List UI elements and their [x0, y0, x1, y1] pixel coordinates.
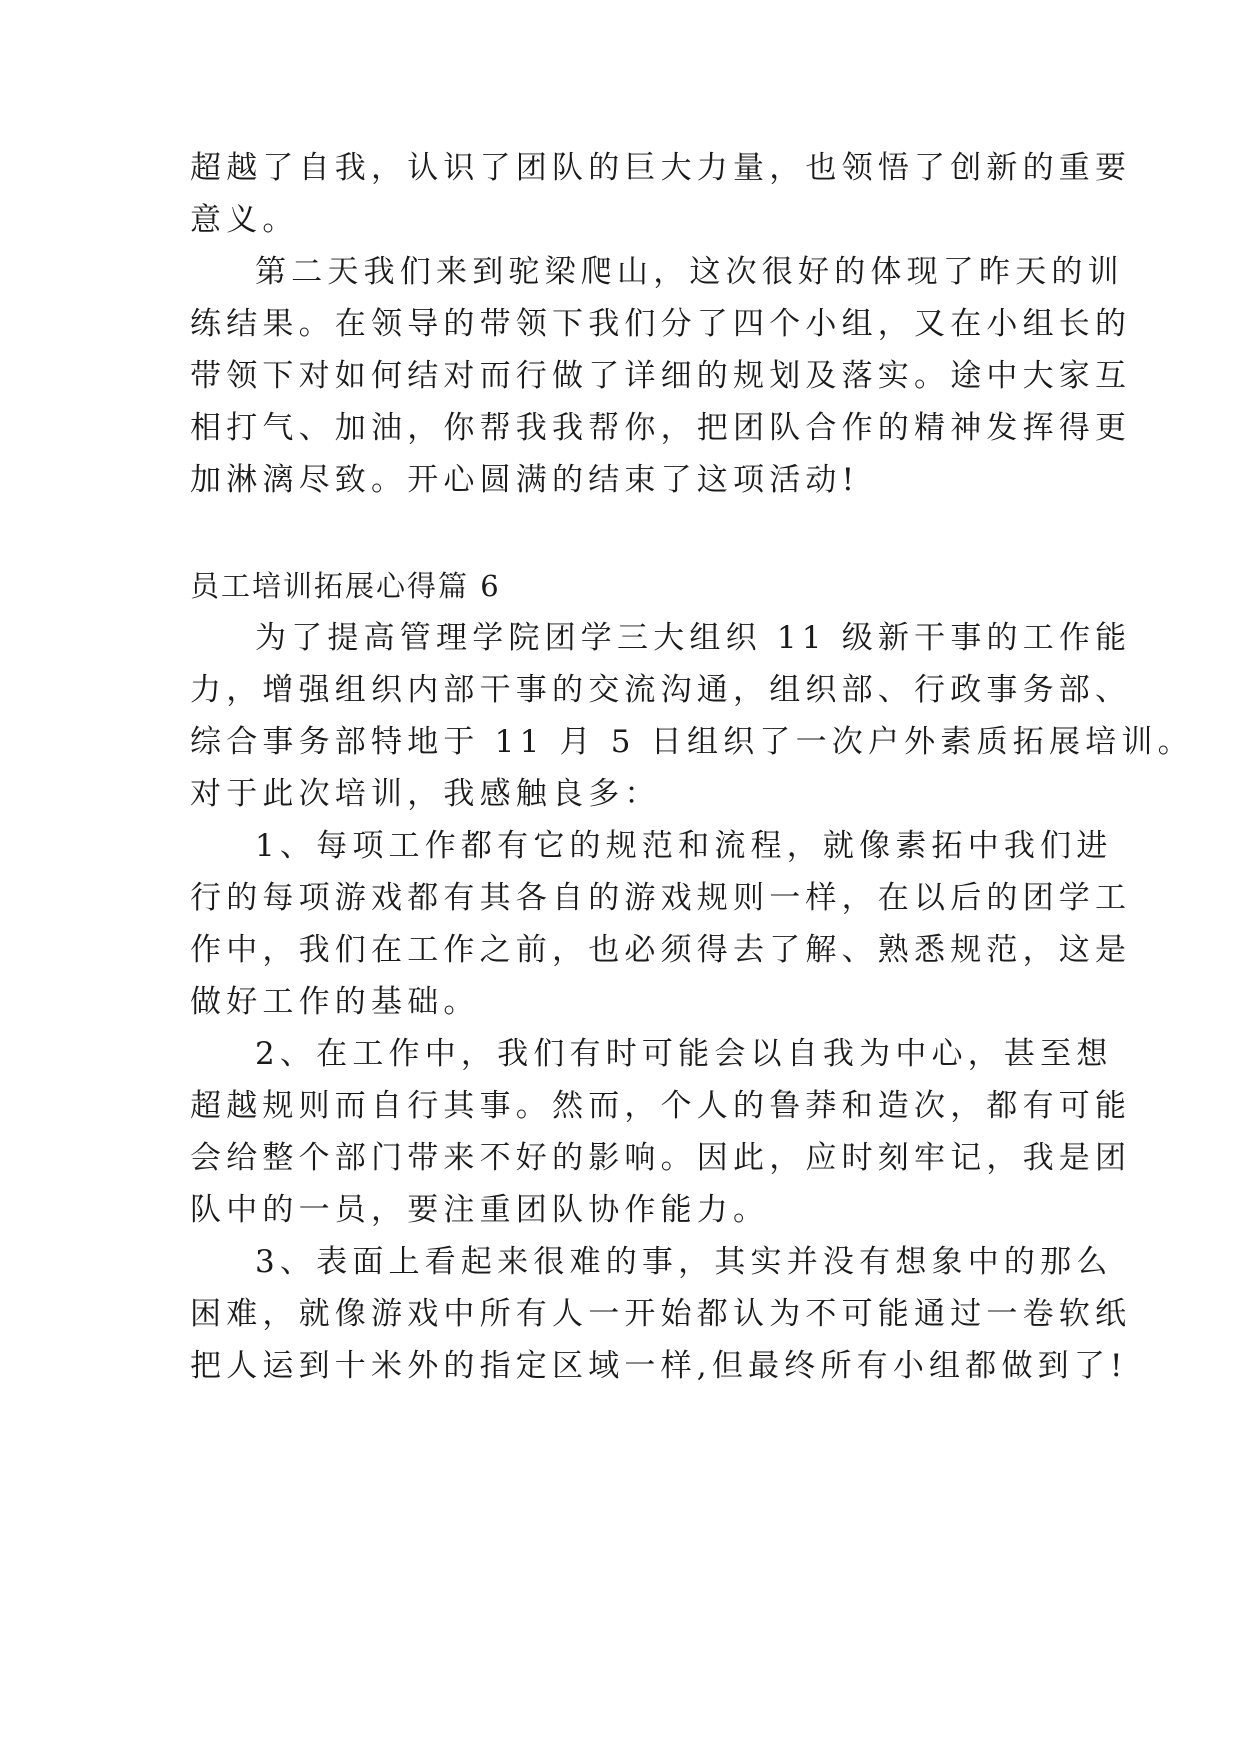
text-line: 综合事务部特地于 11 月 5 日组织了一次户外素质拓展培训。	[190, 724, 1194, 760]
text-line: 队中的一员，要注重团队协作能力。	[190, 1192, 770, 1228]
text-line: 对于此次培训，我感触良多：	[190, 776, 661, 812]
text-line: 意义。	[190, 202, 299, 238]
text-line: 超越了自我，认识了团队的巨大力量，也领悟了创新的重要	[190, 150, 1132, 186]
text-line: 练结果。在领导的带领下我们分了四个小组，又在小组长的	[190, 306, 1132, 342]
paragraph-start-line: 2、在工作中，我们有时可能会以自我为中心，甚至想	[255, 1036, 1113, 1072]
paragraph-start-line: 1、每项工作都有它的规范和流程，就像素拓中我们进	[255, 828, 1113, 864]
section-heading: 员工培训拓展心得篇 6	[190, 569, 501, 603]
text-line: 把人运到十米外的指定区域一样,但最终所有小组都做到了!	[190, 1348, 1128, 1384]
text-line: 力，增强组织内部干事的交流沟通，组织部、行政事务部、	[190, 672, 1132, 708]
text-line: 作中，我们在工作之前，也必须得去了解、熟悉规范，这是	[190, 932, 1132, 968]
paragraph-start-line: 3、表面上看起来很难的事，其实并没有想象中的那么	[255, 1244, 1113, 1280]
text-line: 行的每项游戏都有其各自的游戏规则一样，在以后的团学工	[190, 880, 1132, 916]
paragraph-start-line: 为了提高管理学院团学三大组织 11 级新干事的工作能	[255, 620, 1132, 656]
text-line: 带领下对如何结对而行做了详细的规划及落实。途中大家互	[190, 358, 1132, 394]
text-line: 做好工作的基础。	[190, 984, 480, 1020]
text-line: 加淋漓尽致。开心圆满的结束了这项活动!	[190, 462, 860, 498]
text-line: 超越规则而自行其事。然而，个人的鲁莽和造次，都有可能	[190, 1088, 1132, 1124]
paragraph-start-line: 第二天我们来到驼梁爬山，这次很好的体现了昨天的训	[255, 254, 1124, 290]
text-line: 相打气、加油，你帮我我帮你，把团队合作的精神发挥得更	[190, 410, 1132, 446]
text-line: 困难，就像游戏中所有人一开始都认为不可能通过一卷软纸	[190, 1296, 1132, 1332]
text-line: 会给整个部门带来不好的影响。因此，应时刻牢记，我是团	[190, 1140, 1132, 1176]
